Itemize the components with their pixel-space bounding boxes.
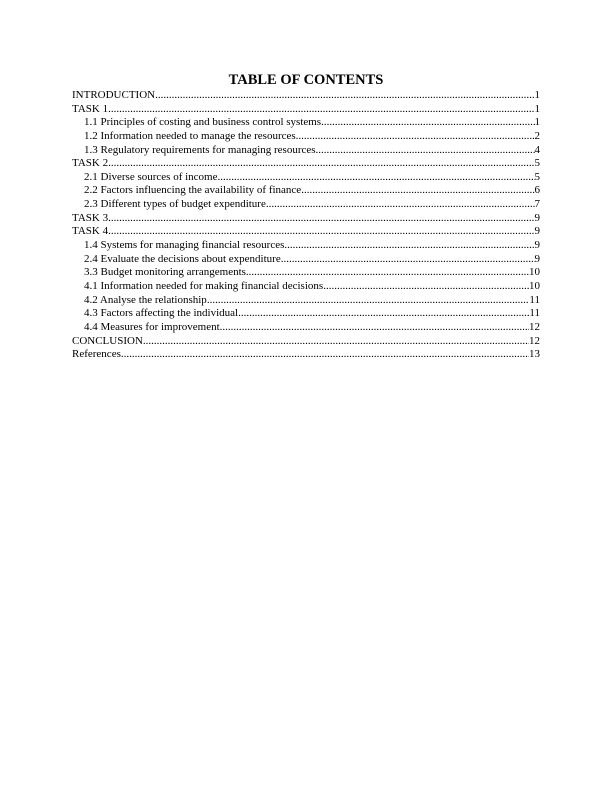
toc-dot-leader [321, 116, 534, 130]
toc-entry[interactable] [72, 307, 540, 321]
toc-entry-text: 4.3 Factors affecting the individual [84, 307, 239, 320]
toc-entry[interactable] [72, 89, 540, 103]
toc-page-number: 11 [529, 307, 540, 320]
toc-entry[interactable] [72, 335, 540, 349]
toc-entry[interactable] [72, 103, 540, 117]
toc-entry[interactable] [72, 321, 540, 335]
toc-page-number: 5 [534, 157, 540, 170]
toc-page-number: 9 [534, 225, 540, 238]
toc-entry[interactable] [72, 239, 540, 253]
toc-dot-leader [207, 294, 530, 308]
toc-entry[interactable] [72, 348, 540, 362]
toc-dot-leader [238, 307, 529, 321]
toc-entry-text: 4.1 Information needed for making financial decisions [84, 279, 324, 292]
toc-dot-leader [108, 212, 534, 226]
toc-dot-leader [301, 184, 534, 198]
toc-entry[interactable] [72, 171, 540, 185]
toc-dot-leader [108, 225, 534, 239]
toc-entry[interactable] [72, 144, 540, 158]
toc-page-number: 10 [529, 266, 540, 279]
toc-entry-text: 3.3 Budget monitoring arrangements [84, 266, 246, 279]
toc-entry-text: 4.4 Measures for improvement [84, 320, 220, 333]
toc-dot-leader [316, 144, 535, 158]
toc-entry[interactable] [72, 253, 540, 267]
toc-entry-text: 4.2 Analyse the relationship [84, 293, 207, 306]
toc-page-number: 1 [534, 116, 540, 129]
toc-page-number: 11 [529, 293, 540, 306]
toc-entry[interactable] [72, 212, 540, 226]
toc-page-number: 7 [534, 198, 540, 211]
toc-entry-text: TASK 4 [72, 225, 109, 238]
toc-entry-text: 1.3 Regulatory requirements for managing resources [84, 143, 316, 156]
toc-dot-leader [108, 103, 534, 117]
toc-dot-leader [296, 130, 535, 144]
toc-dot-leader [281, 253, 535, 267]
toc-entry[interactable] [72, 184, 540, 198]
document-page [72, 72, 540, 362]
toc-dot-leader [218, 171, 535, 185]
toc-entry-text: TASK 2 [72, 157, 109, 170]
toc-dot-leader [220, 321, 529, 335]
toc-entry-text: 1.4 Systems for managing financial resources [84, 239, 285, 252]
toc-dot-leader [121, 348, 529, 362]
toc-page-number: 4 [534, 143, 540, 156]
toc-entry[interactable] [72, 280, 540, 294]
toc-entry-text: References [72, 348, 121, 361]
toc-entry-text: INTRODUCTION [72, 89, 156, 101]
toc-entry-text: 1.2 Information needed to manage the resources [84, 129, 296, 142]
toc-page-number: 6 [534, 184, 540, 197]
toc-entry-text: 2.1 Diverse sources of income [84, 170, 218, 183]
toc-page-number: 5 [534, 170, 540, 183]
toc-entry[interactable] [72, 157, 540, 171]
toc-entry[interactable] [72, 198, 540, 212]
toc-entry-text: TASK 3 [72, 211, 109, 224]
toc-dot-leader [246, 266, 529, 280]
toc-entry[interactable] [72, 130, 540, 144]
toc-page-number: 1 [534, 102, 540, 115]
toc-dot-leader [266, 198, 535, 212]
toc-page-number: 12 [529, 320, 540, 333]
toc-entry[interactable] [72, 225, 540, 239]
toc-entry[interactable] [72, 294, 540, 308]
toc-list [72, 89, 540, 362]
toc-dot-leader [108, 157, 534, 171]
toc-entry-text: CONCLUSION [72, 334, 143, 347]
toc-entry[interactable] [72, 116, 540, 130]
toc-dot-leader [155, 89, 534, 103]
toc-page-number: 13 [529, 348, 540, 361]
toc-dot-leader [284, 239, 534, 253]
toc-entry-text: 2.2 Factors influencing the availability of finance [84, 184, 302, 197]
toc-entry[interactable] [72, 266, 540, 280]
toc-page-number: 10 [529, 279, 540, 292]
toc-entry-text: TASK 1 [72, 102, 109, 115]
toc-dot-leader [143, 335, 529, 349]
toc-entry-text: 2.4 Evaluate the decisions about expenditure [84, 252, 281, 265]
toc-dot-leader [323, 280, 529, 294]
toc-title: TABLE OF CONTENTS [228, 72, 384, 88]
toc-page-number: 9 [534, 239, 540, 252]
toc-page-number: 12 [529, 334, 540, 347]
toc-entry-text: 2.3 Different types of budget expenditure [84, 198, 266, 211]
toc-entry-text: 1.1 Principles of costing and business control systems [84, 116, 322, 129]
toc-page-number: 1 [534, 89, 540, 101]
toc-page-number: 2 [534, 129, 540, 142]
toc-page-number: 9 [534, 252, 540, 265]
toc-page-number: 9 [534, 211, 540, 224]
